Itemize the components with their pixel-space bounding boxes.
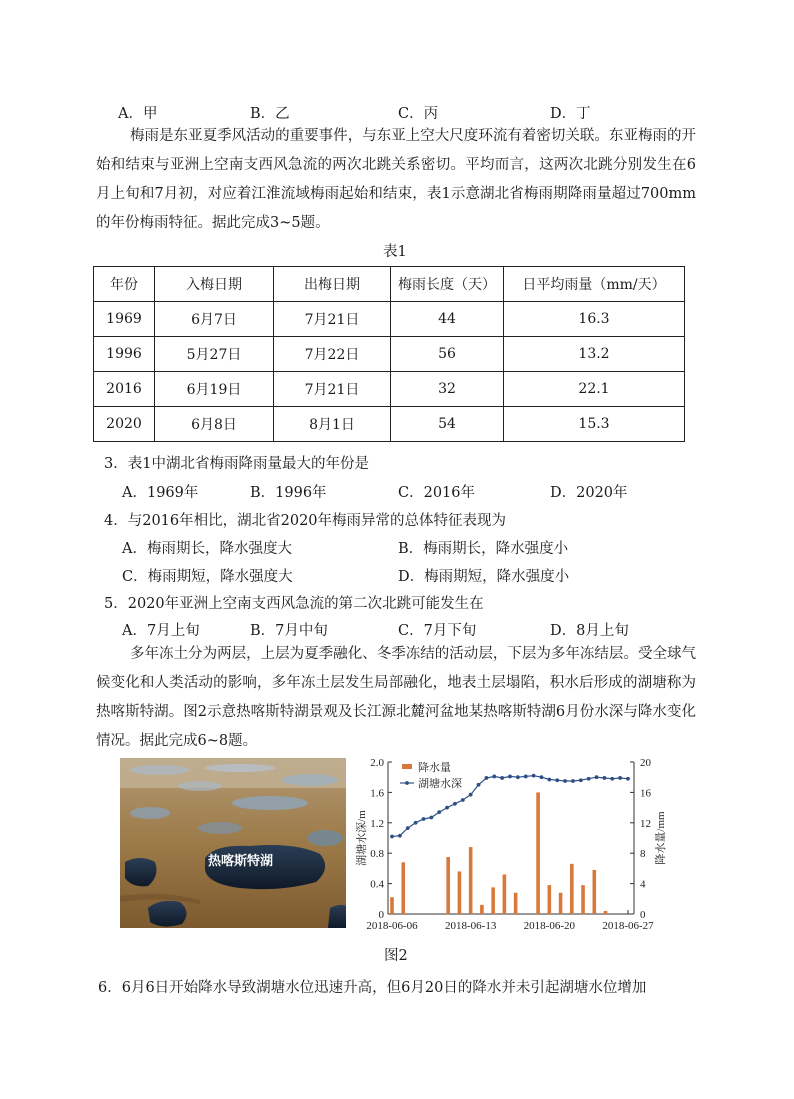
header-rainfall: 日平均雨量（mm/天） [504,267,685,302]
depth-point [540,775,544,779]
right-tick-label: 20 [640,757,651,769]
question-4-stem: 4．与2016年相比，湖北省2020年梅雨异常的总体特征表现为 [104,513,507,529]
q3-option-c: C．2016年 [398,485,475,501]
depth-point [603,776,607,780]
cell-start: 5月27日 [155,337,274,372]
depth-point [477,783,481,787]
q4-option-b: B．梅雨期长，降水强度小 [398,541,569,557]
left-axis-title: 湖塘水深/m [356,810,368,866]
cell-length: 54 [391,407,504,442]
cell-rainfall: 22.1 [504,372,685,407]
depth-precip-chart [352,752,682,938]
precip-bar [581,885,585,914]
q4-option-d: D．梅雨期短，降水强度小 [398,569,570,585]
precip-bar [604,911,608,914]
legend-line-marker [405,781,409,785]
x-tick-label: 2018-06-20 [523,920,575,932]
q5-option-c: C．7月下旬 [398,623,477,639]
right-tick-label: 16 [640,787,651,800]
depth-point [492,775,496,779]
precip-bar [514,893,518,914]
depth-point [422,817,426,821]
left-tick-label: 1.2 [370,817,384,830]
prev-option-d: D．丁 [550,106,591,122]
cell-length: 56 [391,337,504,372]
depth-point [390,835,394,839]
depth-point [508,775,512,779]
depth-point [563,779,567,783]
precip-bar [401,862,405,914]
depth-point [579,778,583,782]
legend-depth-label: 湖塘水深 [418,778,462,790]
x-tick-label: 2018-06-27 [602,920,654,932]
header-start: 入梅日期 [155,267,274,302]
depth-point [532,774,536,778]
header-end: 出梅日期 [274,267,391,302]
precip-bar [503,874,507,914]
cell-end: 8月1日 [274,407,391,442]
right-tick-label: 8 [640,848,646,861]
intro-paragraph-1: 梅雨是东亚夏季风活动的重要事件，与东亚上空大尺度环流有着密切关联。东亚梅雨的开始和结束与亚洲上空南支西风急流的两次北跳关系密切。平均而言，这两次北跳分别发生在6月上旬和7月初，对应着江淮流域梅雨起始和结束，表1示意湖北省梅雨期降雨量超过700mm的年份梅雨特征。据此完成3~5题。 [96,128,696,231]
depth-point [453,802,457,806]
cell-rainfall: 16.3 [504,302,685,337]
q3-option-b: B．1996年 [250,485,327,501]
cell-rainfall: 15.3 [504,407,685,442]
left-tick-label: 0.4 [370,878,384,891]
prev-option-c: C．丙 [398,106,439,122]
depth-point [547,778,551,782]
depth-point [626,777,630,781]
question-6-stem: 6．6月6日开始降水导致湖塘水位迅速升高，但6月20日的降水并未引起湖塘水位增加 [98,980,647,996]
right-axis-title: 降水量/mm [655,811,667,865]
cell-year: 1969 [94,302,155,337]
q5-option-a: A．7月上旬 [122,623,200,639]
depth-point [618,776,622,780]
precip-bar [548,885,552,914]
table-row [94,337,685,372]
table-row [94,372,685,407]
q5-option-d: D．8月上旬 [550,623,629,639]
right-tick-label: 0 [640,909,646,921]
depth-point [571,779,575,783]
cell-year: 2020 [94,407,155,442]
cell-year: 1996 [94,337,155,372]
precip-bar [559,893,563,914]
depth-point [414,821,418,825]
intro-paragraph-2: 多年冻土分为两层，上层为夏季融化、冬季冻结的活动层，下层为多年冻结层。受全球气候变化和人类活动的影响，多年冻土层发生局部融化，地表土层塌陷，积水后形成的湖塘称为热喀斯特湖。图2示意热喀斯特湖景观及长江源北麓河盆地某热喀斯特湖6月份水深与降水变化情况。据此完成6~8题。 [96,646,696,749]
chart-labels [354,757,667,932]
q3-option-d: D．2020年 [550,485,628,501]
depth-point [500,776,504,780]
q5-option-b: B．7月中旬 [250,623,328,639]
q4-option-c: C．梅雨期短，降水强度大 [122,569,293,585]
depth-point [524,775,528,779]
legend-bar-swatch [402,764,412,769]
x-tick-label: 2018-06-06 [366,920,418,932]
header-year: 年份 [94,267,155,302]
depth-point [485,776,489,780]
prev-option-a: A．甲 [118,106,158,122]
table-header-row [94,267,685,302]
cell-end: 7月21日 [274,372,391,407]
table-row [94,302,685,337]
depth-point [445,806,449,810]
cell-end: 7月21日 [274,302,391,337]
q4-option-a: A．梅雨期长，降水强度大 [122,541,292,557]
left-tick-label: 2.0 [370,757,384,769]
right-tick-label: 12 [640,817,651,830]
precip-bar [592,870,596,914]
depth-point [587,777,591,781]
left-tick-label: 0 [378,909,384,921]
left-tick-label: 0.8 [370,848,384,861]
precip-bar [570,864,574,914]
depth-point [555,778,559,782]
cell-rainfall: 13.2 [504,337,685,372]
cell-length: 32 [391,372,504,407]
question-5-stem: 5．2020年亚洲上空南支西风急流的第二次北跳可能发生在 [104,596,484,612]
chart-bars [390,792,607,914]
right-tick-label: 4 [640,878,646,891]
lake-landscape-illustration [120,758,346,928]
legend-precip-label: 降水量 [418,762,451,774]
cell-start: 6月8日 [155,407,274,442]
header-length: 梅雨长度（天） [391,267,504,302]
precip-bar [536,792,540,914]
question-3-stem: 3．表1中湖北省梅雨降雨量最大的年份是 [104,456,369,472]
cell-year: 2016 [94,372,155,407]
table-row [94,407,685,442]
meiyu-table [93,266,685,442]
q3-option-a: A．1969年 [122,485,199,501]
thermokarst-lake-photo [120,758,346,928]
depth-point [437,810,441,814]
left-tick-label: 1.6 [370,787,384,800]
figure-caption: 图2 [384,948,408,964]
photo-label: 热喀斯特湖 [208,854,274,869]
cell-length: 44 [391,302,504,337]
precip-bar [491,887,495,914]
depth-point [406,826,410,830]
precip-bar [390,897,394,914]
x-tick-label: 2018-06-13 [445,920,497,932]
depth-point [610,777,614,781]
cell-start: 6月7日 [155,302,274,337]
precip-bar [446,857,450,914]
depth-point [398,834,402,838]
cell-end: 7月22日 [274,337,391,372]
depth-point [595,775,599,779]
precip-bar [480,905,484,914]
precip-bar [469,847,473,914]
depth-point [461,798,465,802]
depth-point [469,793,473,797]
precip-bar [458,871,462,914]
prev-option-b: B．乙 [250,106,290,122]
depth-point [429,816,433,820]
table-caption: 表1 [383,244,407,260]
cell-start: 6月19日 [155,372,274,407]
depth-point [516,775,520,779]
